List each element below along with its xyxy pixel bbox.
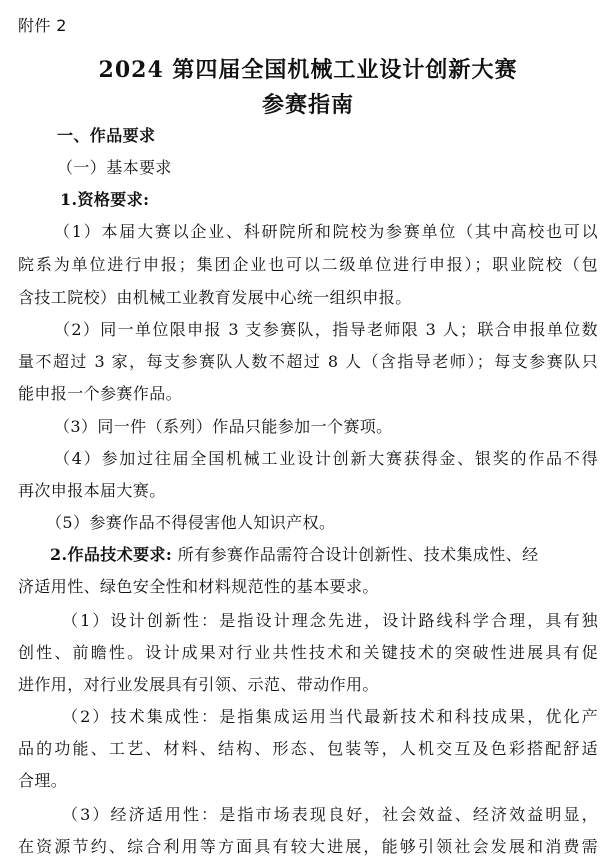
paragraph-line: 创性、前瞻性。设计成果对行业共性技术和关键技术的突破性进展具有促 — [18, 643, 598, 662]
item-heading-qualification: 1.资格要求: — [60, 190, 150, 209]
paragraph-line: 含技工院校）由机械工业教育发展中心统一组织申报。 — [18, 288, 412, 307]
paragraph-line: （2）同一单位限申报 3 支参赛队，指导老师限 3 人；联合申报单位数 — [54, 320, 598, 339]
paragraph-line: 品的功能、工艺、材料、结构、形态、包装等，人机交互及色彩搭配舒适 — [18, 739, 598, 758]
paragraph-line: （3）同一件（系列）作品只能参加一个赛项。 — [54, 417, 393, 436]
paragraph-line: （4）参加过往届全国机械工业设计创新大赛获得金、银奖的作品不得 — [54, 449, 598, 468]
item-heading-technical-line — [50, 545, 598, 565]
section-heading: 一、作品要求 — [57, 126, 156, 145]
paragraph-line: 量不超过 3 家，每支参赛队人数不超过 8 人（含指导老师）；每支参赛队只 — [18, 352, 598, 371]
paragraph-line: （5）参赛作品不得侵害他人知识产权。 — [46, 513, 336, 532]
document-subtitle: 参赛指南 — [261, 92, 354, 118]
paragraph-line: 再次申报本届大赛。 — [18, 481, 166, 500]
paragraph-line: 在资源节约、综合利用等方面具有较大进展，能够引领社会发展和消费需 — [18, 837, 598, 856]
paragraph-line: （3）经济适用性：是指市场表现良好，社会效益、经济效益明显， — [62, 805, 598, 824]
item-heading-technical: 2.作品技术要求: — [50, 545, 173, 564]
attachment-label: 附件 2 — [18, 16, 67, 35]
paragraph-line: （1）本届大赛以企业、科研院所和院校为参赛单位（其中高校也可以 — [54, 222, 598, 241]
paragraph-line: 合理。 — [18, 771, 68, 790]
paragraph-line: 进作用，对行业发展具有引领、示范、带动作用。 — [18, 675, 379, 694]
paragraph-line: （1）设计创新性：是指设计理念先进，设计路线科学合理，具有独 — [62, 611, 598, 630]
paragraph-line: 院系为单位进行申报；集团企业也可以二级单位进行申报）；职业院校（包 — [18, 255, 598, 274]
paragraph-line: （2）技术集成性：是指集成运用当代最新技术和科技成果，优化产 — [62, 707, 598, 726]
paragraph-line: 济适用性、绿色安全性和材料规范性的基本要求。 — [18, 577, 379, 596]
document-title: 2024 第四届全国机械工业设计创新大赛 — [98, 57, 518, 83]
subsection-heading: （一）基本要求 — [57, 158, 172, 177]
paragraph-text: 所有参赛作品需符合设计创新性、技术集成性、经 — [177, 545, 539, 564]
paragraph-line: 能申报一个参赛作品。 — [18, 384, 183, 403]
